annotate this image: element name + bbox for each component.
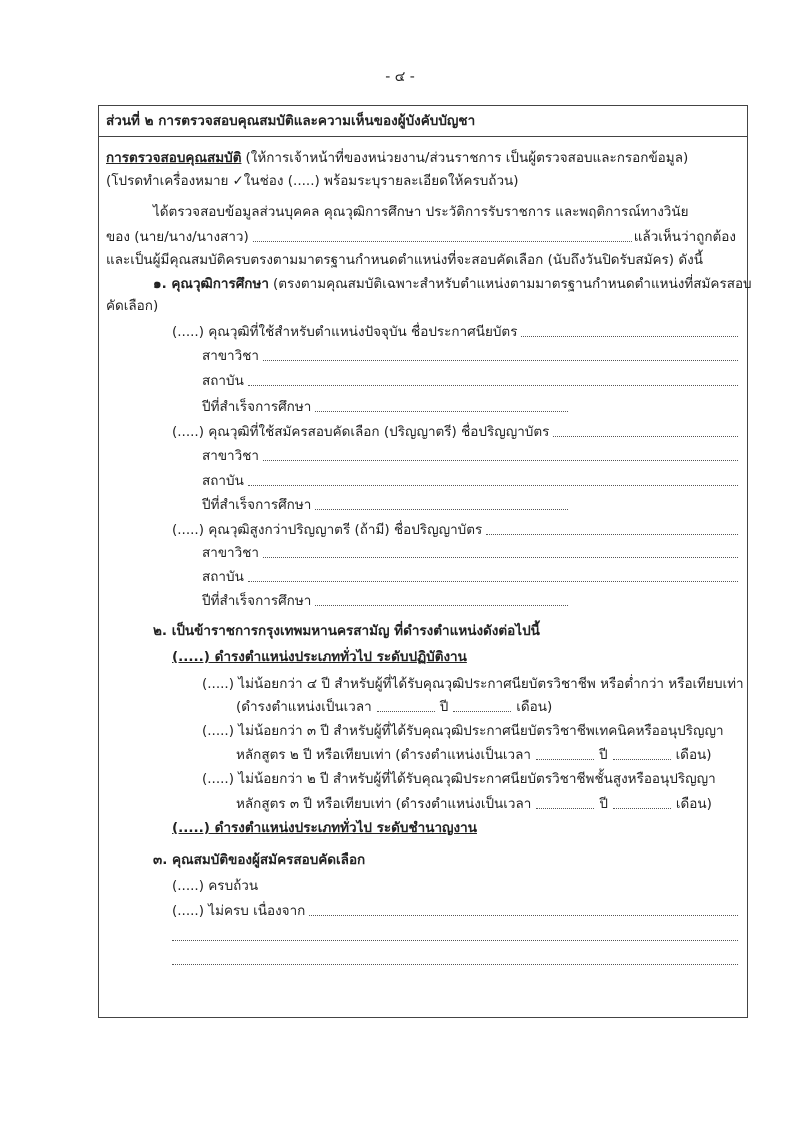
label: ปีที่สำเร็จการศึกษา xyxy=(202,593,312,609)
years-field[interactable] xyxy=(536,808,594,809)
intro-text-a: (โปรดทำเครื่องหมาย xyxy=(106,173,229,189)
label: เดือน) xyxy=(675,796,712,812)
edu-higher-year[interactable] xyxy=(202,591,570,611)
sec2-sub2-tenure xyxy=(236,745,712,765)
edu-current-inst[interactable] xyxy=(202,371,740,391)
section-header xyxy=(99,106,747,137)
label: สาขาวิชา xyxy=(202,448,259,464)
intro-text-b: ในช่อง (.....) พร้อมระบุรายละเอียดให้ครบถ้วน) xyxy=(243,173,519,189)
edu-higher-inst[interactable] xyxy=(202,567,740,587)
sec2-sub3[interactable]: (.....) ไม่น้อยกว่า ๒ ปี สำหรับผู้ที่ได้รับคุณวุฒิประกาศนียบัตรวิชาชีพชั้นสูงหรืออนุปริญญา xyxy=(202,771,716,787)
name-label: ของ (นาย/นาง/นางสาว) xyxy=(106,229,249,245)
label: เดือน) xyxy=(516,699,553,715)
years-field[interactable] xyxy=(377,711,435,712)
check-mark-icon: ✓ xyxy=(232,173,244,189)
sec1-desc-2: คัดเลือก) xyxy=(106,298,159,314)
intro-line-1 xyxy=(106,148,688,168)
reason-field[interactable] xyxy=(309,915,738,916)
para-line-1: ได้ตรวจสอบข้อมูลส่วนบุคคล คุณวุฒิการศึกษา ประวัติการรับราชการ และพฤติการณ์ทางวินัย xyxy=(153,204,689,220)
edu-bachelor-major[interactable] xyxy=(202,446,740,466)
months-field[interactable] xyxy=(453,711,511,712)
edu-bachelor-cert[interactable] xyxy=(172,422,740,442)
section-title: ส่วนที่ ๒ การตรวจสอบคุณสมบัติและความเห็นของผู้บังคับบัญชา xyxy=(106,113,476,129)
para-line-3: และเป็นผู้มีคุณสมบัติครบตรงตามมาตรฐานกำหนดตำแหน่งที่จะสอบคัดเลือก (นับถึงวันปิดรับสมัคร) ดังนี้ xyxy=(106,252,703,268)
label: ปี xyxy=(439,699,449,715)
label: (.....) คุณวุฒิที่ใช้สำหรับตำแหน่งปัจจุบัน ชื่อประกาศนียบัตร xyxy=(172,324,518,340)
label: สาขาวิชา xyxy=(202,545,259,561)
para-line-2 xyxy=(106,227,736,247)
reason-field[interactable] xyxy=(172,940,738,941)
field[interactable] xyxy=(521,336,738,337)
label: (.....) คุณวุฒิสูงกว่าปริญญาตรี (ถ้ามี) ชื่อปริญญาบัตร xyxy=(172,522,483,538)
field[interactable] xyxy=(263,557,738,558)
sec1-desc: (ตรงตามคุณสมบัติเฉพาะสำหรับตำแหน่งตามมาตรฐานกำหนดตำแหน่งที่สมัครสอบ xyxy=(272,276,752,292)
field[interactable] xyxy=(553,436,738,437)
sec2-sub2[interactable]: (.....) ไม่น้อยกว่า ๓ ปี สำหรับผู้ที่ได้รับคุณวุฒิประกาศนียบัตรวิชาชีพเทคนิคหรืออนุปริญญา xyxy=(202,723,724,739)
edu-current-year[interactable] xyxy=(202,397,570,417)
para-text: แล้วเห็นว่าถูกต้อง xyxy=(633,229,736,245)
label: สาขาวิชา xyxy=(202,348,259,364)
sec2-option-skilled[interactable]: (.....) ดำรงตำแหน่งประเภททั่วไป ระดับชำนาญงาน xyxy=(172,820,477,836)
label: ปี xyxy=(599,796,608,812)
sec3-complete[interactable]: (.....) ครบถ้วน xyxy=(172,878,259,894)
reason-line-2[interactable] xyxy=(172,926,740,946)
label: ปีที่สำเร็จการศึกษา xyxy=(202,399,312,415)
field[interactable] xyxy=(315,509,568,510)
label: ปีที่สำเร็จการศึกษา xyxy=(202,497,312,513)
sec2-option-operational[interactable]: (.....) ดำรงตำแหน่งประเภททั่วไป ระดับปฏิบัติงาน xyxy=(172,649,467,665)
page-number: - ๔ - xyxy=(385,69,415,85)
label: ปี xyxy=(598,747,608,763)
years-field[interactable] xyxy=(536,759,594,760)
sec2-sub1-tenure xyxy=(236,697,552,717)
label: สถาบัน xyxy=(202,473,244,489)
months-field[interactable] xyxy=(613,759,671,760)
field[interactable] xyxy=(263,360,738,361)
sec2-title: ๒. เป็นข้าราชการกรุงเทพมหานครสามัญ ที่ดำรงตำแหน่งดังต่อไปนี้ xyxy=(153,623,540,639)
label: (ดำรงตำแหน่งเป็นเวลา xyxy=(395,747,531,763)
intro-line-2 xyxy=(106,171,519,191)
name-field[interactable] xyxy=(253,241,632,242)
intro-text: (ให้การเจ้าหน้าที่ของหน่วยงาน/ส่วนราชการ เป็นผู้ตรวจสอบและกรอกข้อมูล) xyxy=(245,150,689,166)
reason-line-3[interactable] xyxy=(172,950,740,970)
sec3-incomplete[interactable] xyxy=(172,901,740,921)
edu-current-cert[interactable] xyxy=(172,322,740,342)
edu-higher-cert[interactable] xyxy=(172,520,740,540)
label: หลักสูตร ๓ ปี หรือเทียบเท่า xyxy=(236,796,392,812)
field[interactable] xyxy=(248,385,738,386)
field[interactable] xyxy=(248,581,738,582)
edu-bachelor-year[interactable] xyxy=(202,495,570,515)
field[interactable] xyxy=(315,411,568,412)
label: หลักสูตร ๒ ปี หรือเทียบเท่า xyxy=(236,747,392,763)
field[interactable] xyxy=(486,534,738,535)
label: (.....) คุณวุฒิที่ใช้สมัครสอบคัดเลือก (ปริญญาตรี) ชื่อปริญญาบัตร xyxy=(172,424,550,440)
sec2-sub3-tenure xyxy=(236,794,712,814)
field[interactable] xyxy=(315,605,568,606)
field[interactable] xyxy=(263,460,738,461)
label: (ดำรงตำแหน่งเป็นเวลา xyxy=(395,796,532,812)
edu-current-major[interactable] xyxy=(202,346,740,366)
intro-title: การตรวจสอบคุณสมบัติ xyxy=(106,150,242,166)
sec1-title: ๑. คุณวุฒิการศึกษา xyxy=(153,276,269,292)
label: สถาบัน xyxy=(202,373,244,389)
label: เดือน) xyxy=(675,747,712,763)
reason-field[interactable] xyxy=(172,964,738,965)
field[interactable] xyxy=(248,485,738,486)
edu-higher-major[interactable] xyxy=(202,543,740,563)
label: สถาบัน xyxy=(202,569,244,585)
sec2-sub1[interactable]: (.....) ไม่น้อยกว่า ๔ ปี สำหรับผู้ที่ได้รับคุณวุฒิประกาศนียบัตรวิชาชีพ หรือต่ำกว่า หรือเทียบเท่า xyxy=(202,676,744,692)
label: (ดำรงตำแหน่งเป็นเวลา xyxy=(236,699,372,715)
sec1-heading xyxy=(153,274,752,294)
label: (.....) ไม่ครบ เนื่องจาก xyxy=(172,903,306,919)
edu-bachelor-inst[interactable] xyxy=(202,471,740,491)
months-field[interactable] xyxy=(613,808,671,809)
sec3-title: ๓. คุณสมบัติของผู้สมัครสอบคัดเลือก xyxy=(153,852,366,868)
